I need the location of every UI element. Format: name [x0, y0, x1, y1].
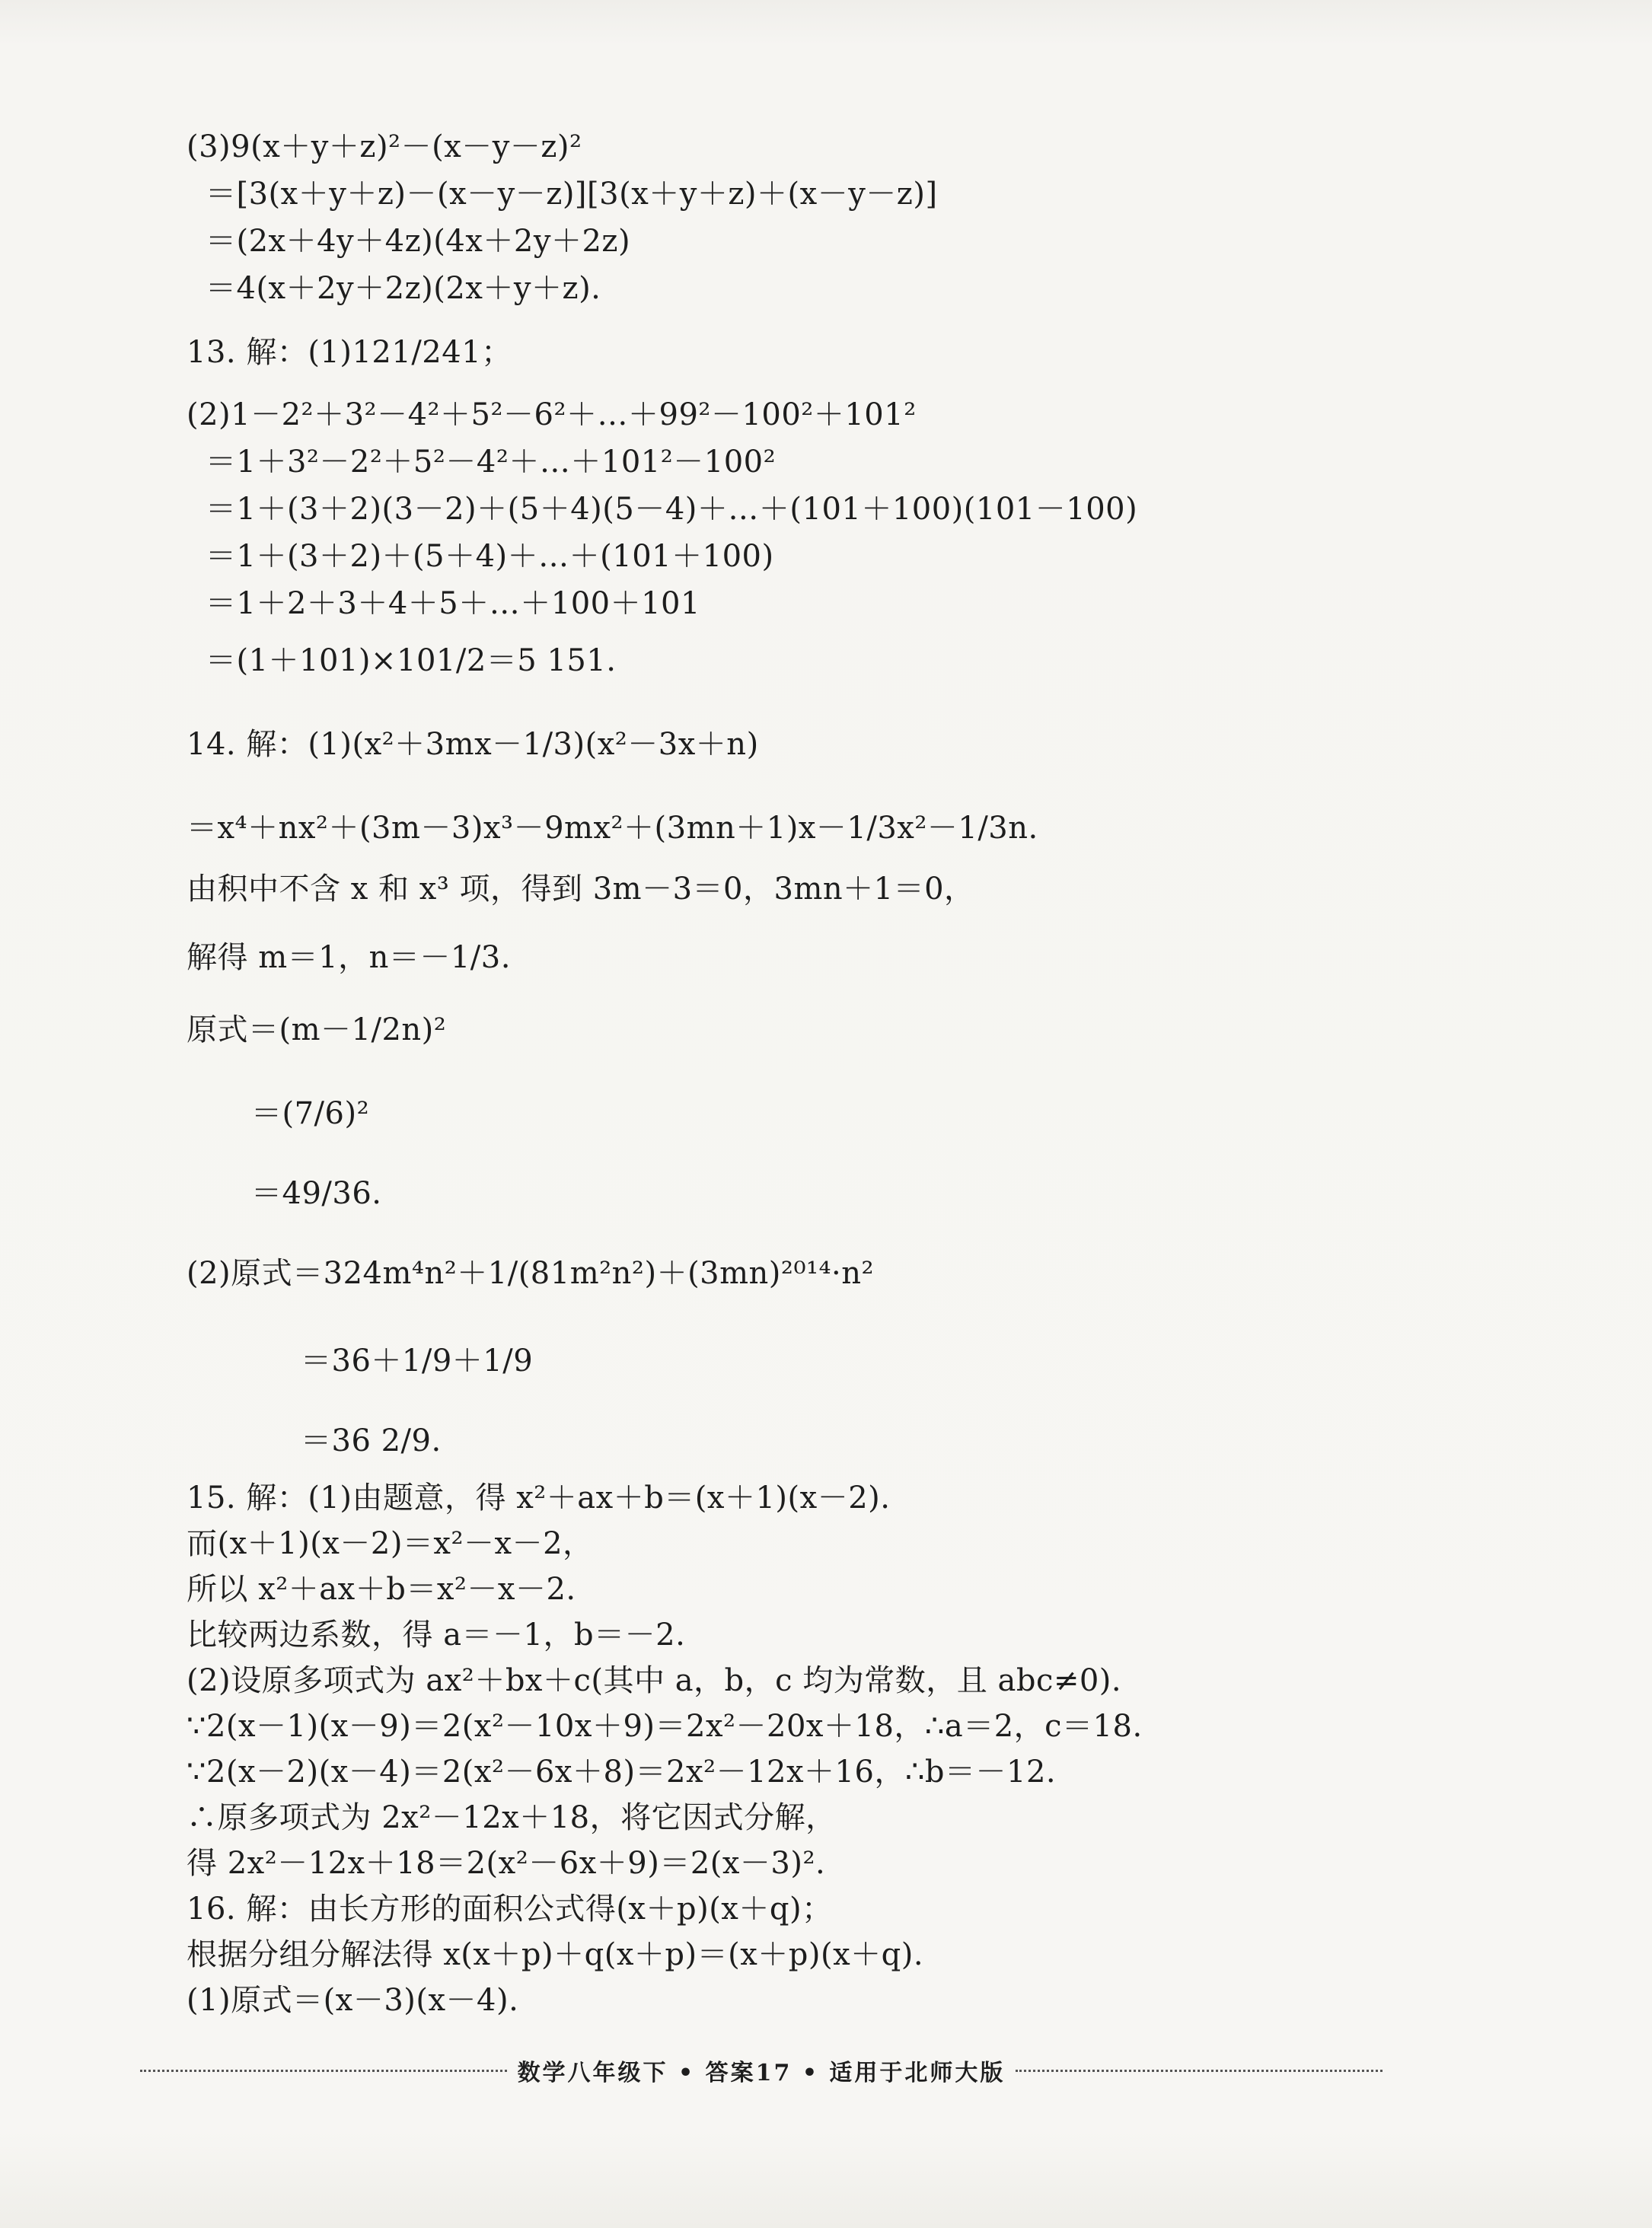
footer-rule-right	[1016, 2070, 1383, 2072]
page-footer	[129, 2054, 1393, 2087]
solution-line: ＝1＋(3＋2)＋(5＋4)＋…＋(101＋100)	[206, 539, 774, 574]
footer-text: 数学八年级下 • 答案17 • 适用于北师大版	[517, 2060, 1006, 2086]
solution-line: (2)设原多项式为 ax²＋bx＋c(其中 a，b，c 均为常数，且 abc≠0).	[187, 1663, 1122, 1698]
solution-line: ∵2(x－2)(x－4)＝2(x²－6x＋8)＝2x²－12x＋16，∴b＝－12.	[187, 1755, 1057, 1790]
solution-line: ＝x⁴＋nx²＋(3m－3)x³－9mx²＋(3mn＋1)x－1/3x²－1/3n.	[187, 811, 1038, 846]
solution-line: (3)9(x＋y＋z)²－(x－y－z)²	[187, 129, 582, 164]
solution-line: (1)原式＝(x－3)(x－4).	[187, 1983, 519, 2018]
solution-line: 比较两边系数，得 a＝－1，b＝－2.	[187, 1618, 686, 1653]
solution-line: 由积中不含 x 和 x³ 项，得到 3m－3＝0，3mn＋1＝0，	[187, 872, 975, 907]
solution-line: ＝49/36.	[251, 1176, 382, 1211]
solution-line: ＝(2x＋4y＋4z)(4x＋2y＋2z)	[206, 224, 631, 259]
solution-line: ＝[3(x＋y＋z)－(x－y－z)][3(x＋y＋z)＋(x－y－z)]	[206, 177, 938, 212]
problem-15-heading: 15. 解：(1)由题意，得 x²＋ax＋b＝(x＋1)(x－2).	[187, 1481, 891, 1516]
problem-13-heading: 13. 解：(1)121/241；	[187, 335, 512, 370]
solution-line: ＝(1＋101)×101/2＝5 151.	[206, 643, 617, 678]
solution-line: ＝1＋2＋3＋4＋5＋…＋100＋101	[206, 586, 700, 621]
solution-line: 原式＝(m－1/2n)²	[187, 1012, 447, 1047]
footer-rule-left	[140, 2070, 507, 2072]
solution-line: ＝4(x＋2y＋2z)(2x＋y＋z).	[206, 271, 601, 306]
solution-line: 所以 x²＋ax＋b＝x²－x－2.	[187, 1572, 576, 1607]
solution-line: ∵2(x－1)(x－9)＝2(x²－10x＋9)＝2x²－20x＋18，∴a＝2，c＝18.	[187, 1709, 1143, 1744]
solution-line: 解得 m＝1，n＝－1/3.	[187, 940, 511, 975]
solution-line: ＝1＋3²－2²＋5²－4²＋…＋101²－100²	[206, 445, 777, 480]
solution-line: 而(x＋1)(x－2)＝x²－x－2，	[187, 1526, 594, 1561]
solution-line: (2)1－2²＋3²－4²＋5²－6²＋…＋99²－100²＋101²	[187, 397, 917, 432]
problem-14-heading: 14. 解：(1)(x²＋3mx－1/3)(x²－3x＋n)	[187, 727, 759, 762]
solution-line: 得 2x²－12x＋18＝2(x²－6x＋9)＝2(x－3)².	[187, 1846, 826, 1881]
solution-line: ∴原多项式为 2x²－12x＋18，将它因式分解，	[187, 1800, 837, 1835]
solution-line: ＝1＋(3＋2)(3－2)＋(5＋4)(5－4)＋…＋(101＋100)(101－100)	[206, 492, 1138, 527]
solution-line: ＝36 2/9.	[301, 1423, 442, 1458]
solution-line: ＝(7/6)²	[251, 1096, 370, 1131]
solution-line: ＝36＋1/9＋1/9	[301, 1343, 534, 1379]
solution-line: (2)原式＝324m⁴n²＋1/(81m²n²)＋(3mn)²⁰¹⁴·n²	[187, 1256, 875, 1291]
solution-line: 根据分组分解法得 x(x＋p)＋q(x＋p)＝(x＋p)(x＋q).	[187, 1937, 924, 1972]
problem-16-heading: 16. 解：由长方形的面积公式得(x＋p)(x＋q)；	[187, 1892, 833, 1927]
